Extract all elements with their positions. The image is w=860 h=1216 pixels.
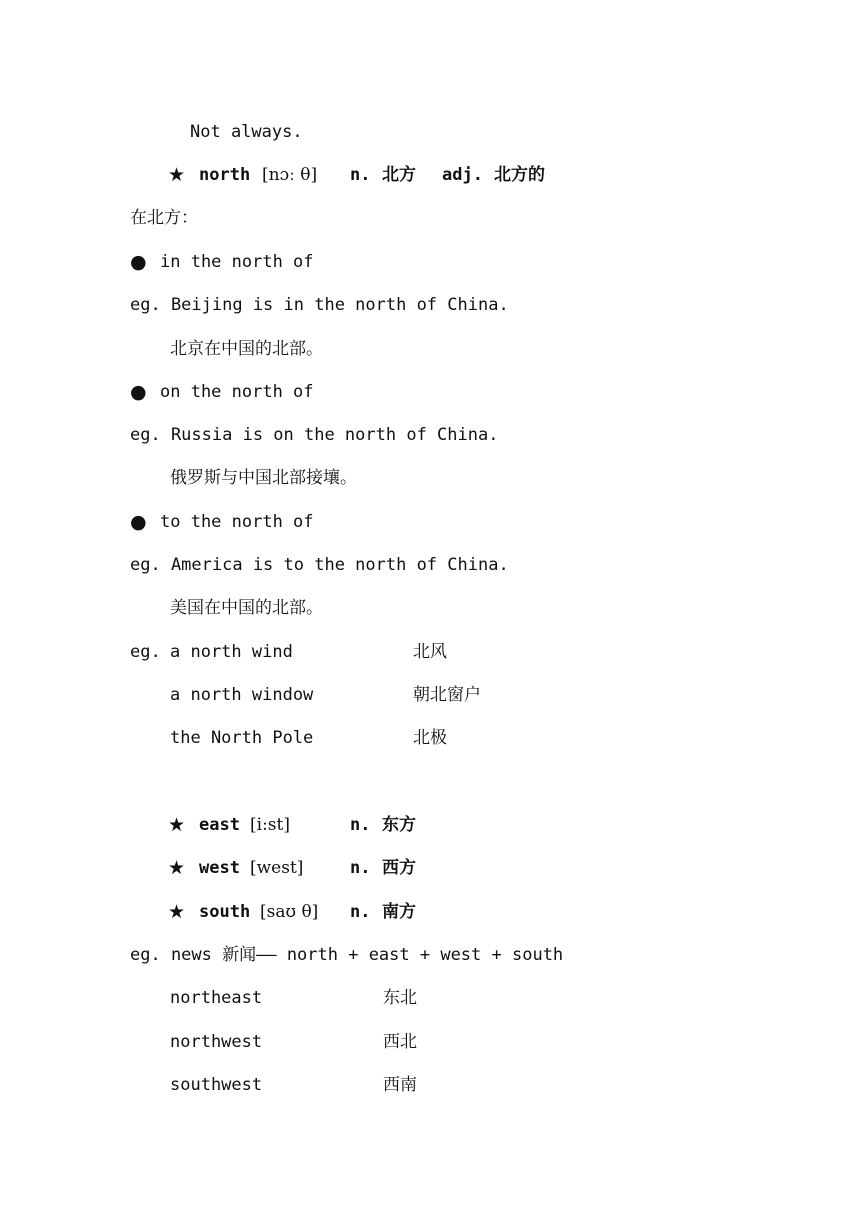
entry-pos: n. bbox=[350, 165, 371, 185]
entry-phonetic: [west] bbox=[250, 858, 304, 878]
star-icon: ★ bbox=[168, 164, 186, 186]
entry-word: south bbox=[199, 902, 251, 922]
entry-phonetic: [i:st] bbox=[250, 815, 290, 835]
star-icon: ★ bbox=[168, 901, 186, 923]
entry-phonetic: [saʊ θ] bbox=[260, 902, 319, 922]
star-icon: ★ bbox=[168, 814, 186, 836]
example-translation: 美国在中国的北部。 bbox=[170, 598, 323, 618]
entry-meaning: 东方 bbox=[382, 815, 416, 835]
bullet-icon: ● bbox=[130, 251, 147, 273]
star-icon: ★ bbox=[168, 857, 186, 879]
bullet-icon: ● bbox=[130, 511, 147, 533]
phrase-cn: 朝北窗户 bbox=[413, 685, 481, 705]
entry-meaning: 南方 bbox=[382, 902, 416, 922]
entry-meaning: 北方 bbox=[382, 165, 416, 185]
entry-pos: n. bbox=[350, 815, 371, 835]
phrase-en: a north wind bbox=[170, 642, 293, 662]
example-sentence: eg. America is to the north of China. bbox=[130, 555, 509, 575]
entry-meaning: 西方 bbox=[382, 858, 416, 878]
entry-pos-adj: adj. bbox=[442, 165, 483, 185]
entry-word: east bbox=[199, 815, 240, 835]
bullet-text: on the north of bbox=[160, 382, 314, 402]
bullet-text: in the north of bbox=[160, 252, 314, 272]
compound-cn: 西南 bbox=[383, 1075, 417, 1095]
example-translation: 北京在中国的北部。 bbox=[170, 339, 323, 359]
phrase-cn: 北风 bbox=[413, 642, 447, 662]
example-translation: 俄罗斯与中国北部接壤。 bbox=[170, 468, 357, 488]
example-sentence: eg. Russia is on the north of China. bbox=[130, 425, 499, 445]
entry-word: west bbox=[199, 858, 240, 878]
section-title: 在北方： bbox=[130, 208, 198, 228]
phrase-cn: 北极 bbox=[413, 728, 447, 748]
news-example: eg. news 新闻—— north + east + west + south bbox=[130, 945, 564, 965]
phrase-en: a north window bbox=[170, 685, 314, 705]
compound-cn: 东北 bbox=[383, 988, 417, 1008]
example-sentence: eg. Beijing is in the north of China. bbox=[130, 295, 509, 315]
compound-en: northeast bbox=[170, 988, 263, 1008]
text-not-always: Not always. bbox=[190, 122, 303, 142]
entry-word: north bbox=[199, 165, 251, 185]
entry-pos: n. bbox=[350, 858, 371, 878]
entry-pos: n. bbox=[350, 902, 371, 922]
bullet-icon: ● bbox=[130, 381, 147, 403]
phrase-en: the North Pole bbox=[170, 728, 314, 748]
bullet-text: to the north of bbox=[160, 512, 314, 532]
eg-prefix: eg. bbox=[130, 642, 161, 662]
entry-phonetic: [nɔː θ] bbox=[262, 165, 318, 185]
compound-en: southwest bbox=[170, 1075, 263, 1095]
compound-en: northwest bbox=[170, 1032, 263, 1052]
compound-cn: 西北 bbox=[383, 1032, 417, 1052]
entry-meaning-adj: 北方的 bbox=[494, 165, 545, 185]
